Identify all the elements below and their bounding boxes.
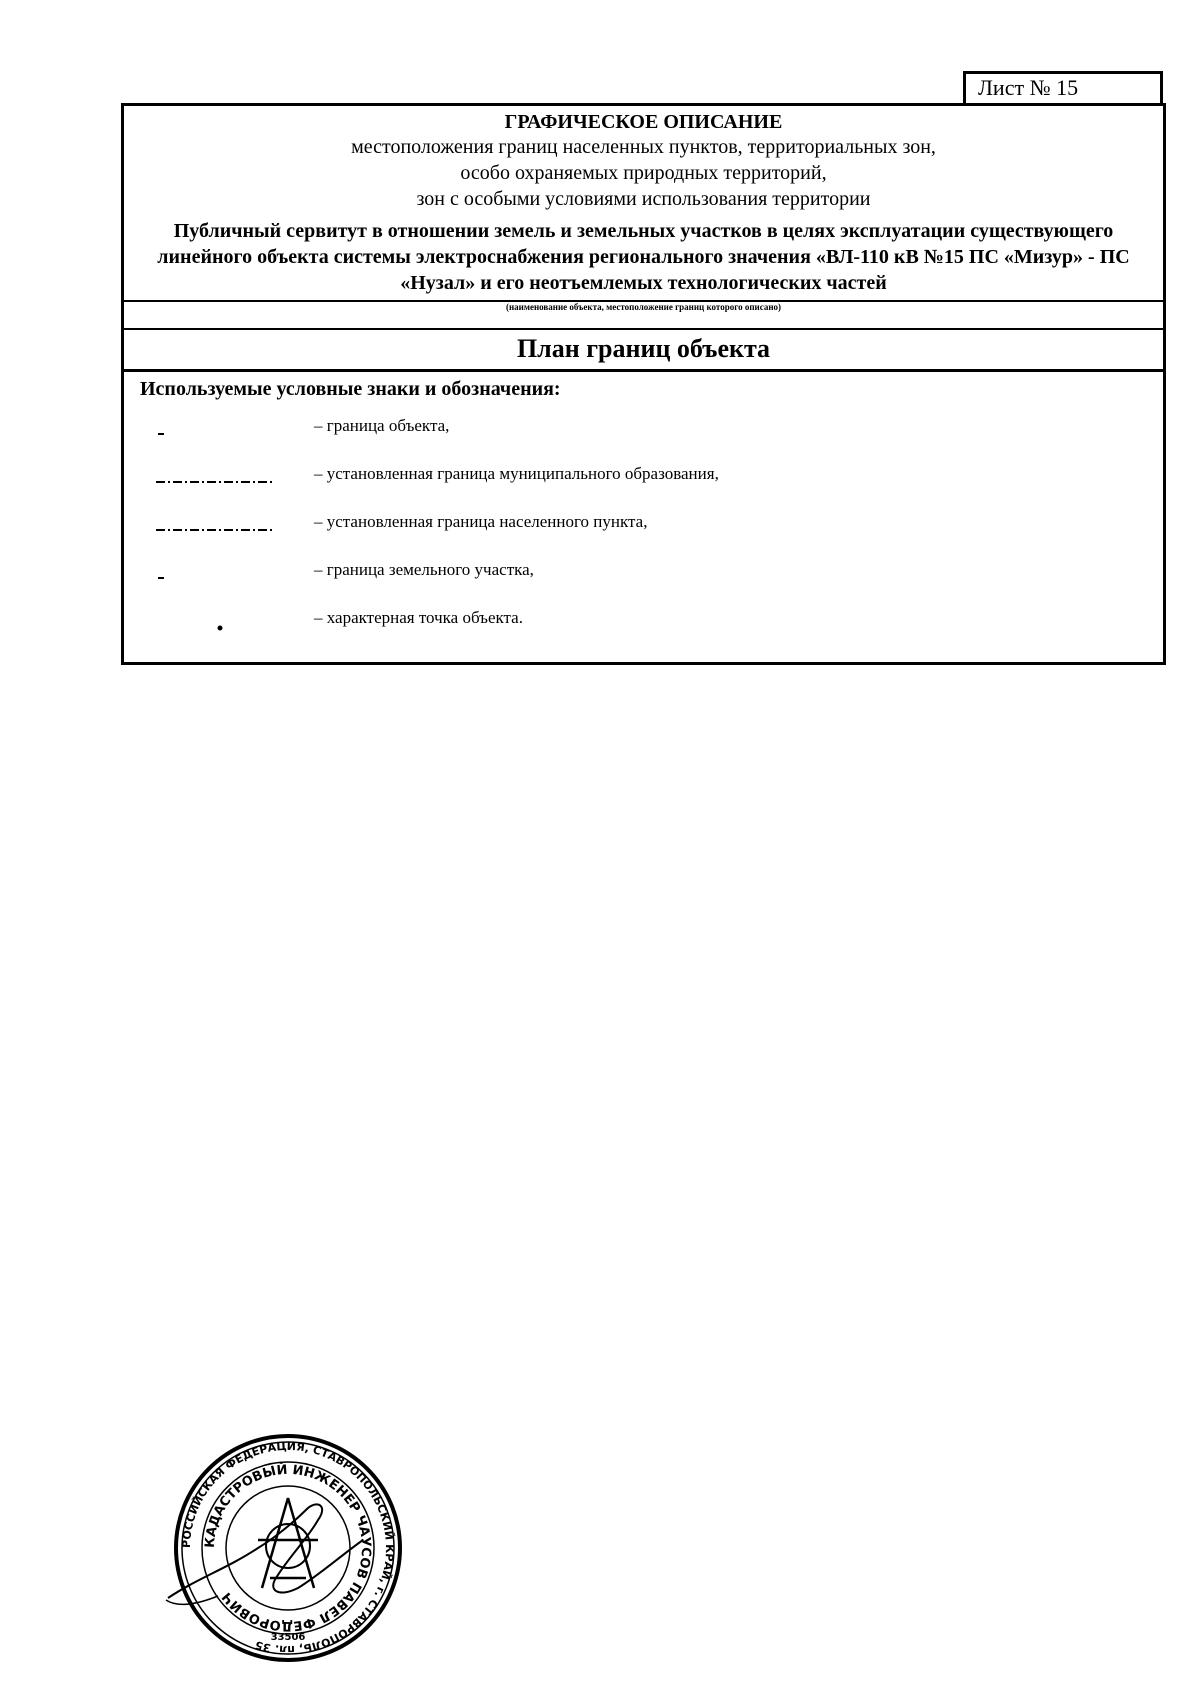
legend-item-settlement-boundary xyxy=(124,510,1163,540)
legend-heading: Используемые условные знаки и обозначения: xyxy=(140,378,561,400)
legend-item-object-boundary xyxy=(124,414,1163,444)
sheet-number xyxy=(963,71,1163,104)
legend-item-land-plot-boundary xyxy=(124,558,1163,588)
object-boundary-symbol xyxy=(154,414,274,444)
divider-plan-title xyxy=(124,369,1163,372)
legend-label-object-boundary: – граница объекта, xyxy=(314,416,450,435)
legend-item-municipal-boundary xyxy=(124,462,1163,492)
settlement-boundary-symbol xyxy=(154,510,274,540)
legend-item-characteristic-point xyxy=(124,606,1163,636)
seal-number: 33506 xyxy=(270,1632,306,1643)
seal-outer-text: РОССИЙСКАЯ ФЕДЕРАЦИЯ, СТАВРОПОЛЬСКИЙ КРАЙ, г. СТАВРОПОЛЬ, пл. 35 xyxy=(179,1439,397,1657)
seal-inner-text: КАДАСТРОВЫЙ ИНЖЕНЕР ЧАУСОВ ПАВЕЛ ФЕДОРОВИЧ xyxy=(202,1462,374,1634)
plan-title: План границ объекта xyxy=(516,334,771,363)
sheet-number-label: Лист № 15 xyxy=(978,75,1079,100)
land-plot-boundary-symbol xyxy=(154,558,274,588)
svg-text:КАДАСТРОВЫЙ ИНЖЕНЕР ЧАУСОВ ПАВ xyxy=(203,1462,373,1633)
header-block xyxy=(124,106,1163,300)
subtitle-line-2: особо охраняемых природных территорий, xyxy=(460,162,827,184)
subtitle-line-1: местоположения границ населенных пунктов, территориальных зон, xyxy=(351,136,936,158)
subtitle-line-3: зон с особыми условиями использования территории xyxy=(416,188,871,210)
divider-caption xyxy=(124,328,1163,330)
document-title: ГРАФИЧЕСКОЕ ОПИСАНИЕ xyxy=(504,111,783,133)
characteristic-point-symbol xyxy=(154,606,274,636)
legend-label-land-plot-boundary: – граница земельного участка, xyxy=(314,560,534,579)
document-frame xyxy=(121,103,1166,665)
object-name: Публичный сервитут в отношении земель и земельных участков в целях эксплуатации существующего линейного объекта системы электроснабжения регионального значения «ВЛ-110 кВ №15 ПС «Мизур» - ПС «Нузал» и его неотъемлемых технологических частей xyxy=(157,220,1130,294)
municipal-boundary-symbol xyxy=(154,462,274,492)
legend-label-municipal-boundary: – установленная граница муниципального образования, xyxy=(314,464,719,483)
legend-label-characteristic-point: – характерная точка объекта. xyxy=(314,608,523,627)
cadastral-engineer-seal-icon xyxy=(158,1428,418,1668)
object-name-caption: (наименование объекта, местоположение границ которого описано) xyxy=(505,302,782,312)
legend-label-settlement-boundary: – установленная граница населенного пункта, xyxy=(314,512,648,531)
